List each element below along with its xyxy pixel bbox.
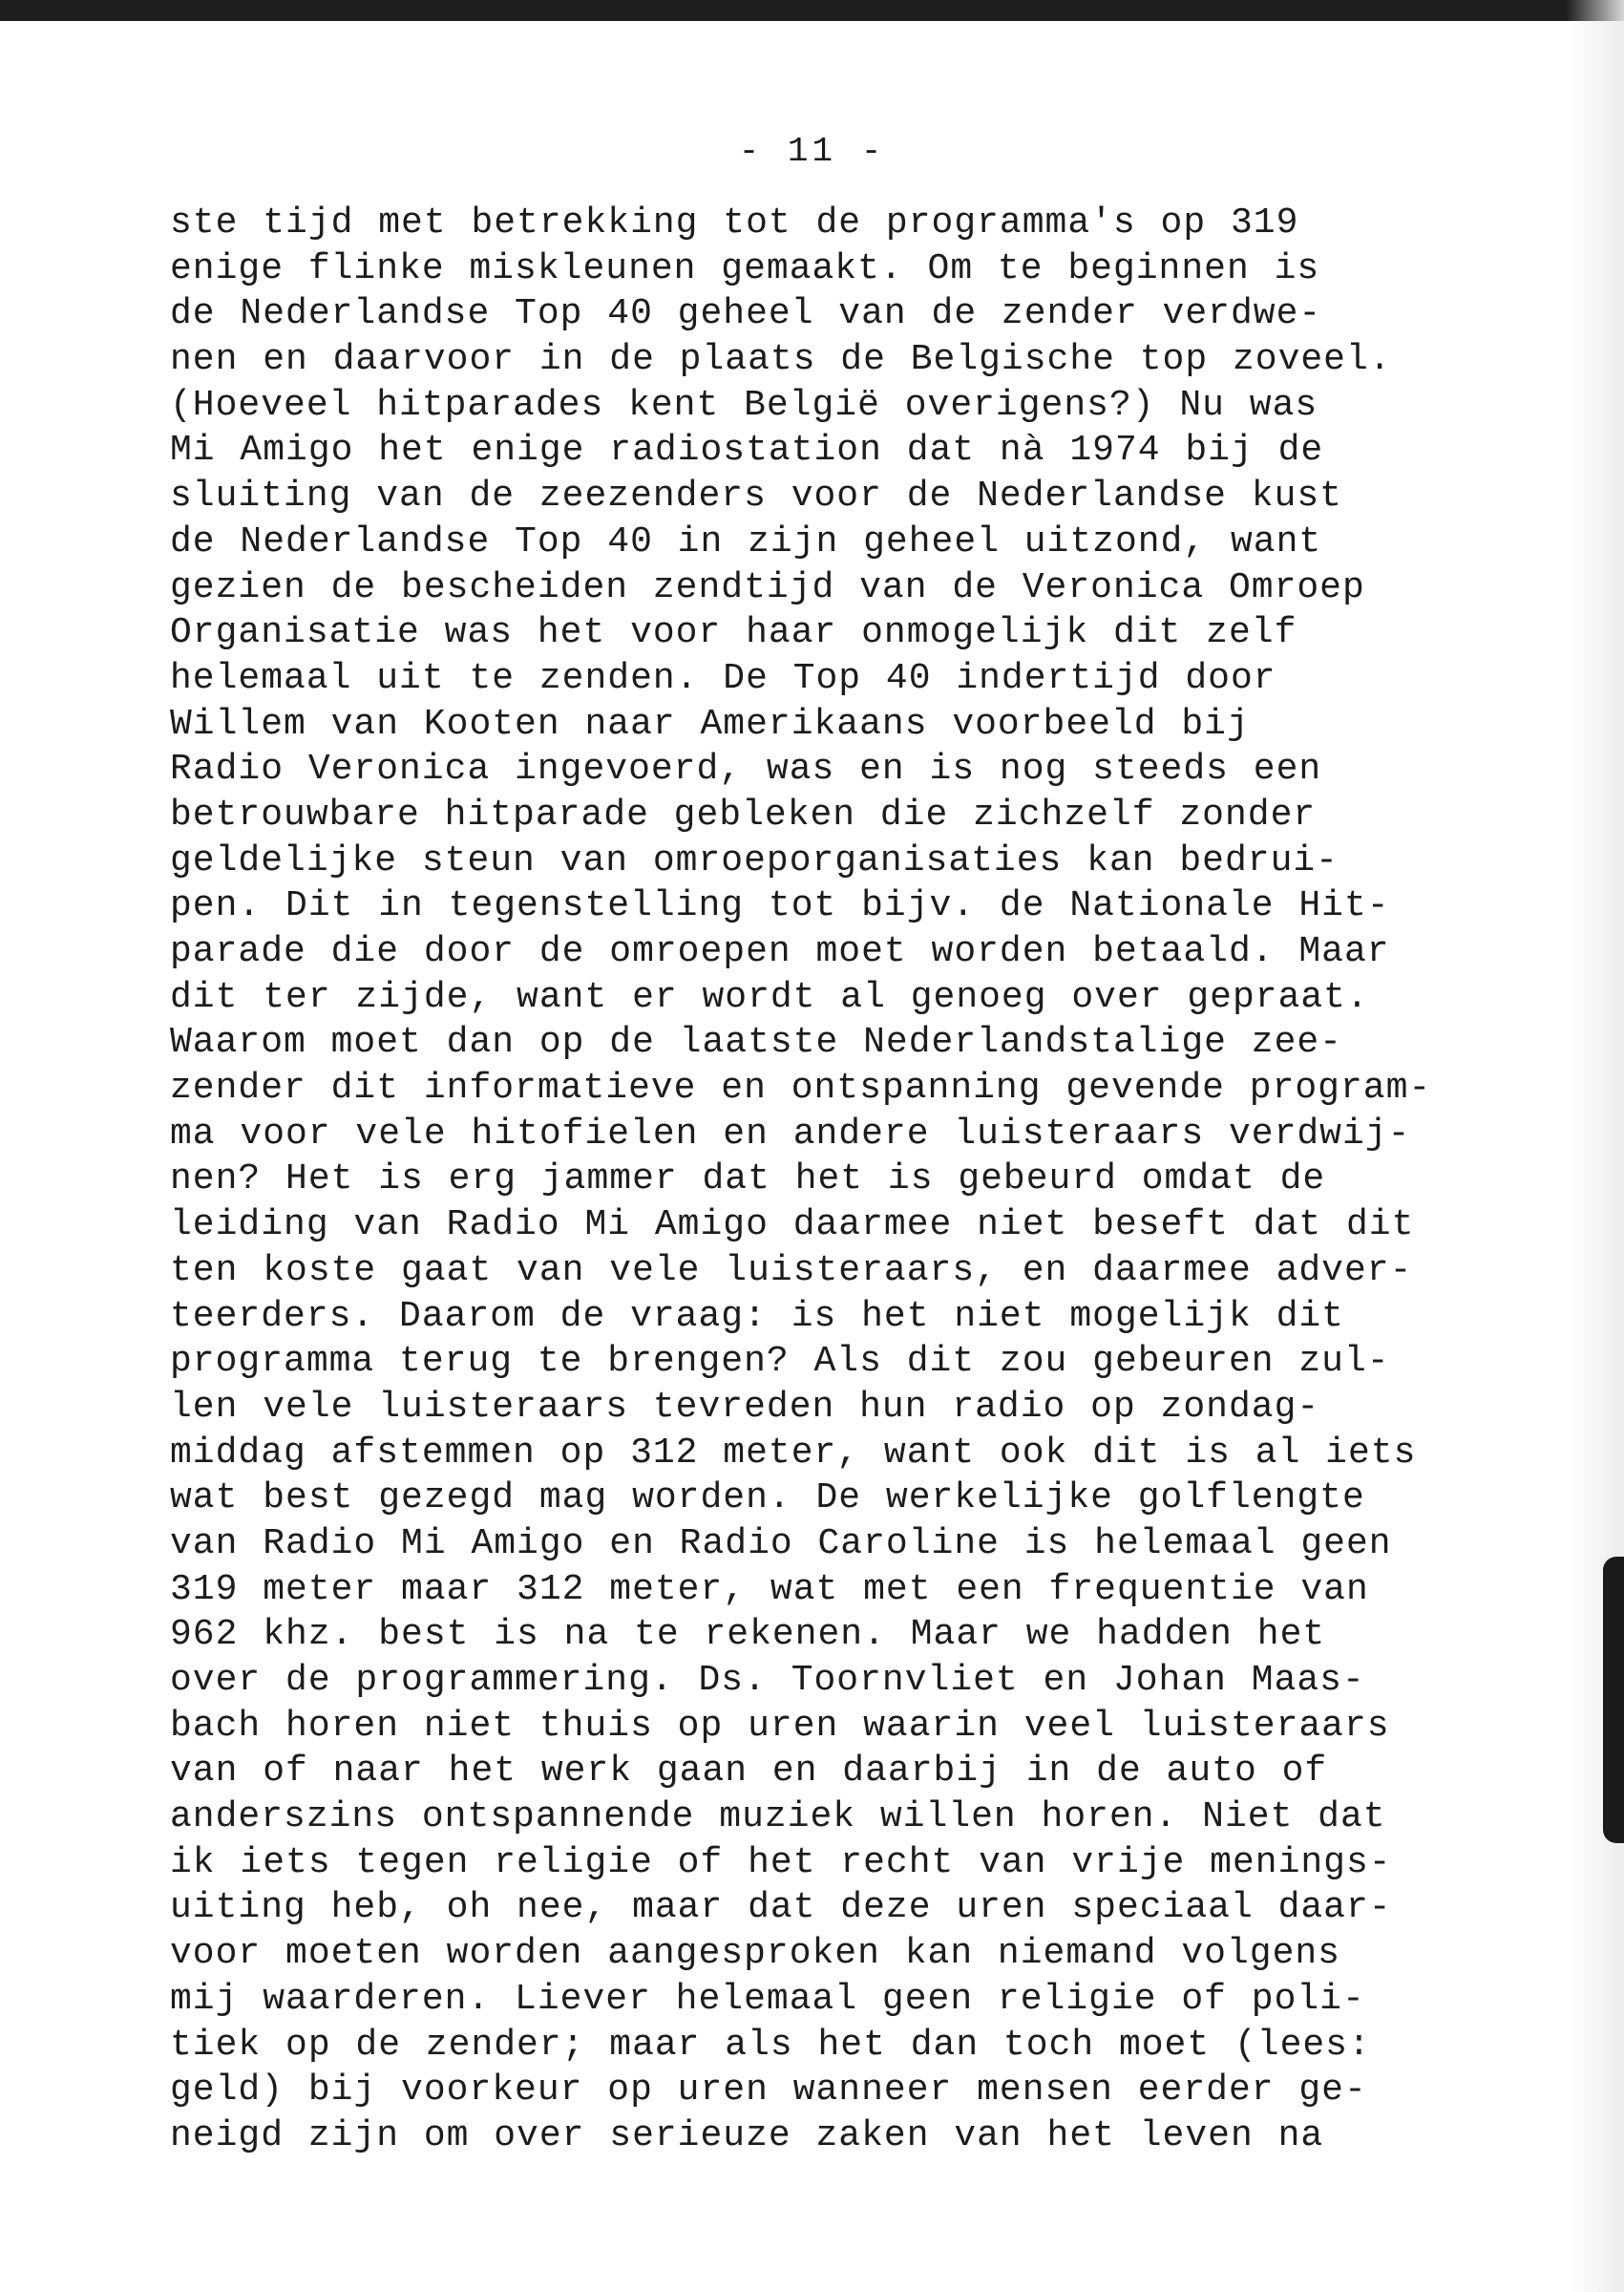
- text-line: dit ter zijde, want er wordt al genoeg over gepraat.: [170, 976, 1369, 1018]
- text-line: helemaal uit te zenden. De Top 40 indertijd door: [170, 657, 1276, 699]
- text-line: tiek op de zender; maar als het dan toch moet (lees:: [170, 2024, 1371, 2066]
- text-line: programma terug te brengen? Als dit zou gebeuren zul-: [170, 1341, 1390, 1383]
- text-line: mij waarderen. Liever helemaal geen religie of poli-: [170, 1978, 1365, 2020]
- text-line: betrouwbare hitparade gebleken die zichzelf zonder: [170, 794, 1317, 836]
- text-line: 319 meter maar 312 meter, wat met een frequentie van: [170, 1568, 1369, 1610]
- text-line: de Nederlandse Top 40 in zijn geheel uitzond, want: [170, 520, 1322, 562]
- text-line: sluiting van de zeezenders voor de Nederlandse kust: [170, 476, 1342, 518]
- text-line: leiding van Radio Mi Amigo daarmee niet beseft dat dit: [170, 1204, 1415, 1246]
- text-line: ik iets tegen religie of het recht van vrije menings-: [170, 1841, 1392, 1883]
- text-line: len vele luisteraars tevreden hun radio op zondag-: [170, 1386, 1320, 1428]
- text-line: nen? Het is erg jammer dat het is gebeurd omdat de: [170, 1158, 1326, 1200]
- text-line: over de programmering. Ds. Toornvliet en Johan Maas-: [170, 1660, 1365, 1701]
- text-line: nen en daarvoor in de plaats de Belgische top zoveel.: [170, 339, 1392, 381]
- text-line: neigd zijn om over serieuze zaken van het leven na: [170, 2114, 1324, 2156]
- text-line: van of naar het werk gaan en daarbij in de auto of: [170, 1751, 1328, 1793]
- text-line: voor moeten worden aangesproken kan niemand volgens: [170, 1933, 1340, 1975]
- text-line: gezien de bescheiden zendtijd van de Veronica Omroep: [170, 566, 1365, 608]
- text-line: 962 khz. best is na te rekenen. Maar we hadden het: [170, 1614, 1326, 1656]
- text-line: ten koste gaat van vele luisteraars, en daarmee adver-: [170, 1249, 1413, 1291]
- text-line: geld) bij voorkeur op uren wanneer mensen eerder ge-: [170, 2069, 1367, 2112]
- text-line: ste tijd met betrekking tot de programma's op 319: [170, 202, 1299, 244]
- text-line: ma voor vele hitofielen en andere luisteraars verdwij-: [170, 1113, 1411, 1155]
- text-line: parade die door de omroepen moet worden betaald. Maar: [170, 931, 1390, 972]
- text-line: Waarom moet dan op de laatste Nederlandstalige zee-: [170, 1022, 1342, 1064]
- text-line: enige flinke miskleunen gemaakt. Om te beginnen is: [170, 247, 1320, 289]
- text-line: geldelijke steun van omroeporganisaties kan bedrui-: [170, 839, 1339, 881]
- text-line: wat best gezegd mag worden. De werkelijke golflengte: [170, 1477, 1365, 1519]
- page-number: - 11 -: [738, 132, 886, 171]
- text-line: middag afstemmen op 312 meter, want ook dit is al iets: [170, 1432, 1417, 1474]
- text-line: de Nederlandse Top 40 geheel van de zender verdwe-: [170, 293, 1322, 335]
- text-line: Radio Veronica ingevoerd, was en is nog steeds een: [170, 749, 1322, 791]
- text-line: Organisatie was het voor haar onmogelijk dit zelf: [170, 612, 1297, 654]
- text-line: van Radio Mi Amigo en Radio Caroline is helemaal geen: [170, 1522, 1392, 1564]
- text-line: Willem van Kooten naar Amerikaans voorbeeld bij: [170, 703, 1250, 745]
- text-line: uiting heb, oh nee, maar dat deze uren speciaal daar-: [170, 1887, 1392, 1929]
- text-line: Mi Amigo het enige radiostation dat nà 1974 bij de: [170, 430, 1324, 472]
- text-line: zender dit informatieve en ontspanning gevende program-: [170, 1068, 1432, 1110]
- text-line: anderszins ontspannende muziek willen horen. Niet dat: [170, 1796, 1386, 1838]
- text-line: bach horen niet thuis op uren waarin veel luisteraars: [170, 1705, 1390, 1747]
- body-text: [170, 201, 1545, 2159]
- text-line: teerders. Daarom de vraag: is het niet mogelijk dit: [170, 1295, 1344, 1337]
- text-line: pen. Dit in tegenstelling tot bijv. de Nationale Hit-: [170, 885, 1390, 927]
- text-line: (Hoeveel hitparades kent België overigens?) Nu was: [170, 384, 1318, 426]
